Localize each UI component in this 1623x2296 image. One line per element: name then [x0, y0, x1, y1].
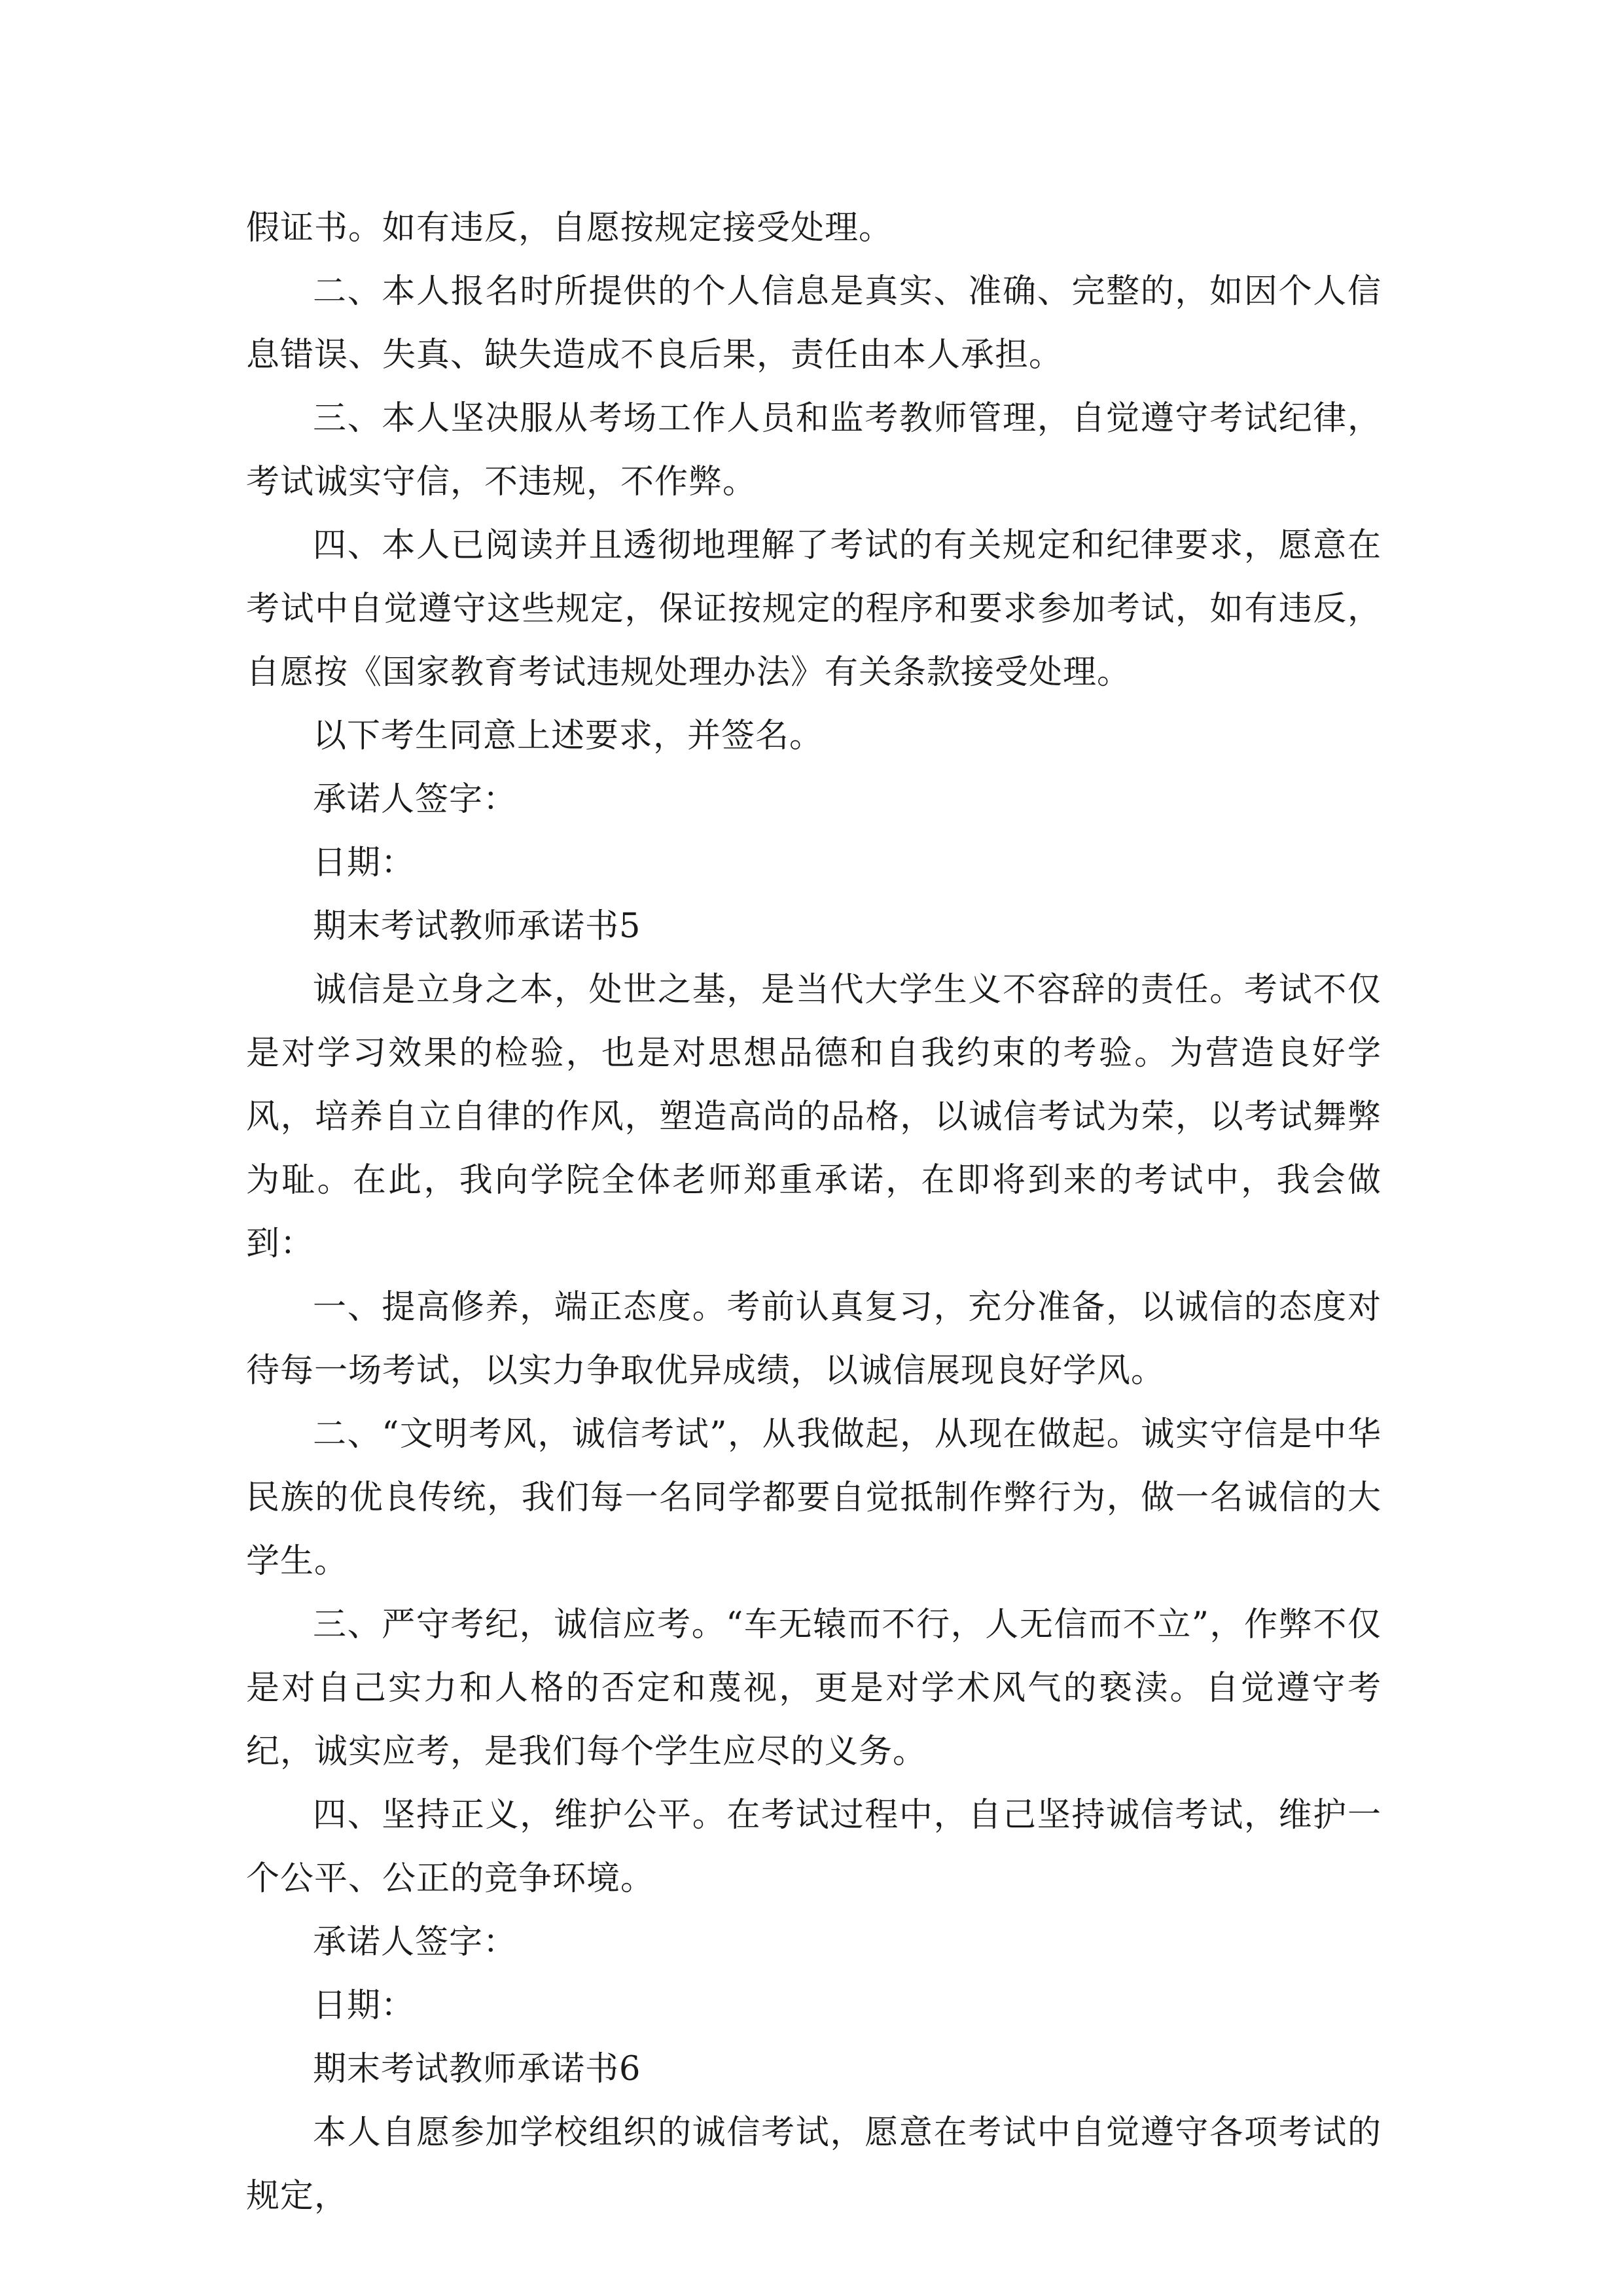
paragraph-item-3b: 三、严守考纪，诚信应考。“车无辕而不行，人无信而不立”，作弊不仅是对自己实力和人格的否定和蔑视，更是对学术风气的亵渎。自觉遵守考纪，诚实应考，是我们每个学生应尽的义务。	[246, 1605, 1382, 1771]
date-label-2: 日期：	[313, 1986, 416, 2025]
paragraph-item-3: 三、本人坚决服从考场工作人员和监考教师管理，自觉遵守考试纪律，考试诚实守信，不违规，不作弊。	[246, 399, 1382, 501]
paragraph-item-1: 一、提高修养，端正态度。考前认真复习，充分准备，以诚信的态度对待每一场考试，以实力争取优异成绩，以诚信展现良好学风。	[246, 1288, 1382, 1390]
signature-label: 承诺人签字：	[313, 780, 518, 819]
paragraph-intro-5: 诚信是立身之本，处世之基，是当代大学生义不容辞的责任。考试不仅是对学习效果的检验，也是对思想品德和自我约束的考验。为营造良好学风，培养自立自律的作风，塑造高尚的品格，以诚信考试为荣，以考试舞弊为耻。在此，我向学院全体老师郑重承诺，在即将到来的考试中，我会做到：	[246, 971, 1382, 1263]
paragraph-agreement: 以下考生同意上述要求，并签名。	[313, 717, 824, 755]
signature-label-2: 承诺人签字：	[313, 1923, 518, 1962]
section-title-5: 期末考试教师承诺书5	[313, 907, 641, 946]
document-body	[246, 196, 1382, 2228]
paragraph-item-2: 二、本人报名时所提供的个人信息是真实、准确、完整的，如因个人信息错误、失真、缺失造成不良后果，责任由本人承担。	[246, 272, 1382, 374]
paragraph-item-4: 四、本人已阅读并且透彻地理解了考试的有关规定和纪律要求，愿意在考试中自觉遵守这些规定，保证按规定的程序和要求参加考试，如有违反，自愿按《国家教育考试违规处理办法》有关条款接受处理。	[246, 526, 1382, 692]
section-title-6: 期末考试教师承诺书6	[313, 2050, 641, 2089]
date-label: 日期：	[313, 844, 416, 882]
paragraph-item-2b: 二、“文明考风，诚信考试”，从我做起，从现在做起。诚实守信是中华民族的优良传统，我们每一名同学都要自觉抵制作弊行为，做一名诚信的大学生。	[246, 1415, 1382, 1581]
paragraph-item-4b: 四、坚持正义，维护公平。在考试过程中，自己坚持诚信考试，维护一个公平、公正的竞争环境。	[246, 1796, 1382, 1898]
paragraph-intro-6: 本人自愿参加学校组织的诚信考试，愿意在考试中自觉遵守各项考试的规定，	[246, 2113, 1382, 2215]
paragraph-continued: 假证书。如有违反，自愿按规定接受处理。	[246, 209, 893, 247]
